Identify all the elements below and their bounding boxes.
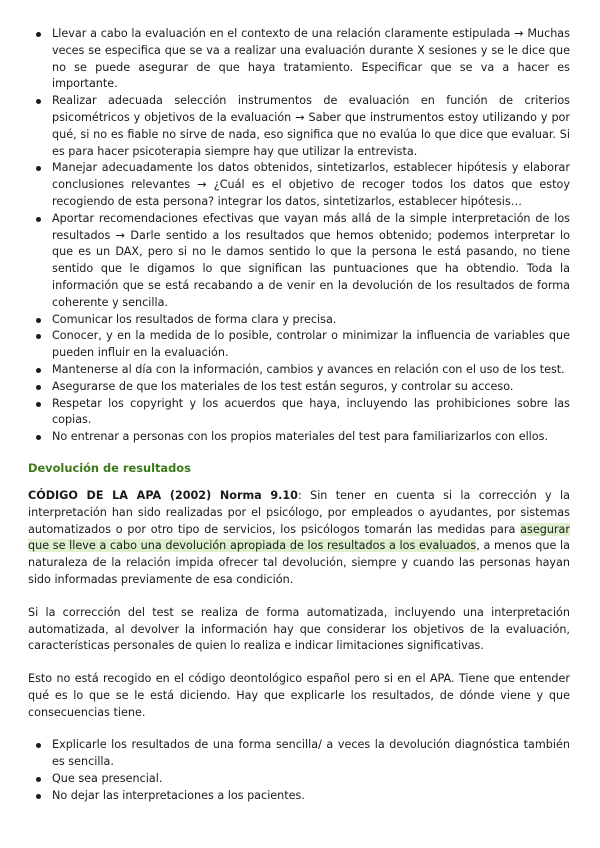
list-item: No dejar las interpretaciones a los pacientes. — [28, 788, 570, 805]
paragraph-apa-note: Esto no está recogido en el código deontológico español pero si en el APA. Tiene que entender qué es lo que se le está diciendo. Hay que explicarle los resultados, de dónde viene y que consecuencias tiene. — [28, 672, 570, 719]
list-item: Llevar a cabo la evaluación en el contexto de una relación claramente estipulada → Muchas veces se especifica que se va a realizar una evaluación durante X sesiones y se le dice que no se puede asegurar de que haya tratamiento. Especificar que se va a hacer es importante. — [28, 26, 570, 93]
list-item: Explicarle los resultados de una forma sencilla/ a veces la devolución diagnóstica también es sencilla. — [28, 737, 570, 771]
apa-label: CÓDIGO DE LA APA (2002) Norma 9.10 — [28, 488, 298, 502]
list-item: Asegurarse de que los materiales de los test están seguros, y controlar su acceso. — [28, 379, 570, 396]
section-heading: Devolución de resultados — [28, 460, 191, 475]
list-item: Realizar adecuada selección instrumentos de evaluación en función de criterios psicométricos y objetivos de la evaluación → Saber que instrumentos estoy utilizando y por qué, si no es fiable no sirve de nada, eso significa que no evalúa lo que dice que evaluar. Si es para hacer psicoterapia siempre hay que utilizar la entrevista. — [28, 93, 570, 160]
list-item: Conocer, y en la medida de lo posible, controlar o minimizar la influencia de variables que pueden influir en la evaluación. — [28, 328, 570, 362]
apa-text-after: , a menos que la naturaleza de la relación impida ofrecer tal devolución, siempre y cuando las personas hayan sido informadas previamente de esa condición. — [28, 539, 570, 586]
paragraph-automated: Si la corrección del test se realiza de forma automatizada, incluyendo una interpretación automatizada, al devolver la información hay que considerar los objetivos de la evaluación, características personales de quien lo realiza e indicar limitaciones significativas. — [28, 605, 570, 653]
list-item: Respetar los copyright y los acuerdos que haya, incluyendo las prohibiciones sobre las copias. — [28, 396, 570, 430]
bullet-list-bottom — [28, 737, 570, 804]
apa-text-before: : Sin tener en cuenta si la corrección y la interpretación han sido realizadas por el psicólogo, por empleados o ayudantes, por sistemas automatizados o por otro tipo de servicios, los psicólogos tomarán las medidas para — [28, 488, 570, 536]
list-item: Manejar adecuadamente los datos obtenidos, sintetizarlos, establecer hipótesis y elaborar conclusiones relevantes → ¿Cuál es el objetivo de recoger todos los datos que estoy recogiendo de esta persona? integrar los datos, sintetizarlos, establecer hipótesis… — [28, 160, 570, 210]
highlighted-text: asegurar que se lleve a cabo una devolución apropiada de los resultados a los evaluados — [28, 522, 570, 553]
list-item: Mantenerse al día con la información, cambios y avances en relación con el uso de los test. — [28, 362, 570, 379]
list-item: Que sea presencial. — [28, 771, 570, 788]
bullet-list-top — [28, 26, 570, 446]
list-item: Comunicar los resultados de forma clara y precisa. — [28, 312, 570, 329]
list-item: No entrenar a personas con los propios materiales del test para familiarizarlos con ellos. — [28, 429, 570, 446]
apa-paragraph — [28, 488, 570, 589]
list-item: Aportar recomendaciones efectivas que vayan más allá de la simple interpretación de los resultados → Darle sentido a los resultados que hemos obtenido; podemos interpretar lo que es un DAX, pero si no le damos sentido lo que la persona le está pasando, no tiene sentido que le digamos lo que significan las puntuaciones que ha obtendio. Toda la información que se está recabando a de venir en la devolución de los resultados de forma coherente y sencilla. — [28, 211, 570, 312]
